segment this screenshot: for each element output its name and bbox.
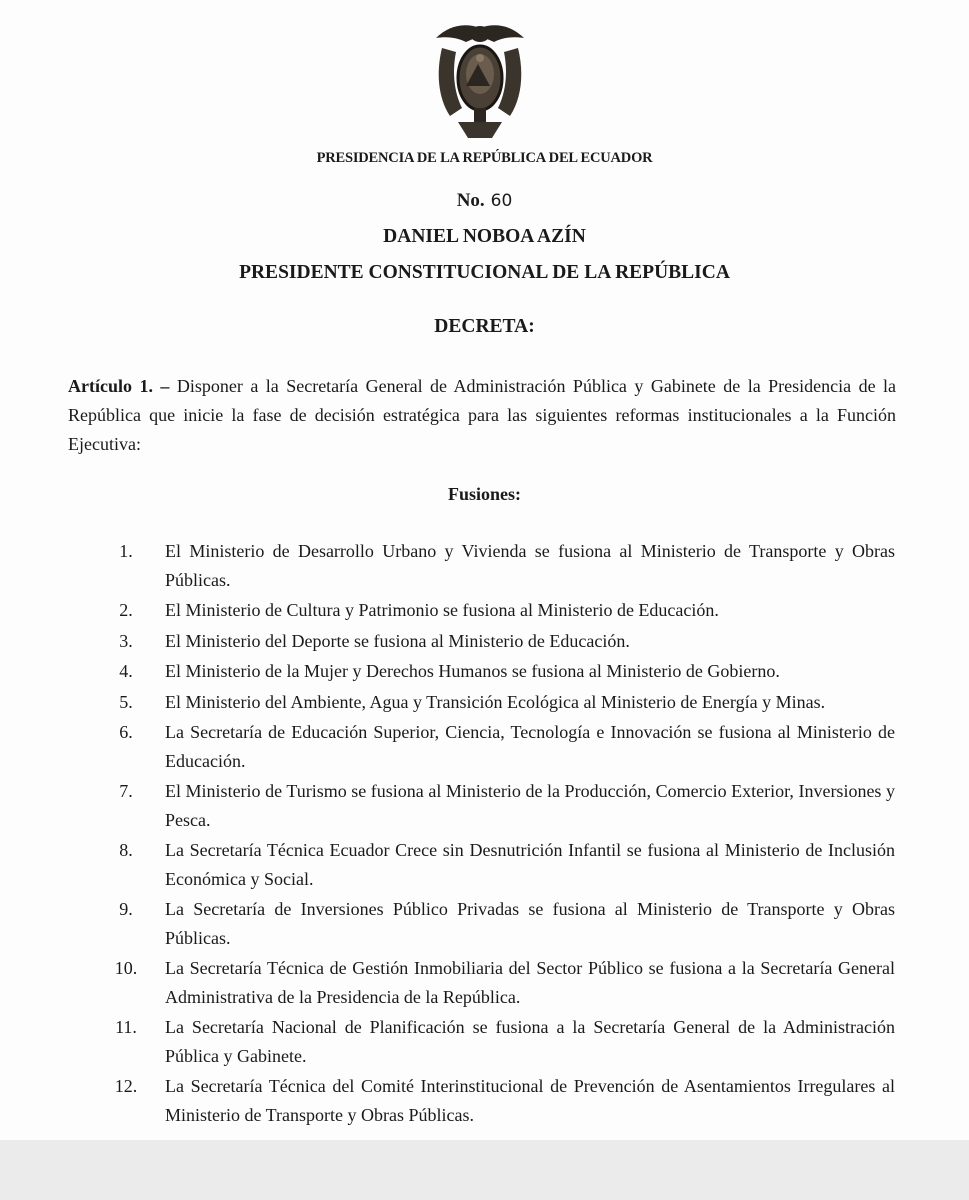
item-text: La Secretaría Técnica del Comité Interinstitucional de Prevención de Asentamientos Irregulares al Ministerio de Transporte y Obras Públicas. — [165, 1076, 895, 1125]
article-label: Artículo 1. – — [68, 376, 170, 396]
fusion-list — [0, 537, 969, 1131]
item-text: La Secretaría Nacional de Planificación se fusiona a la Secretaría General de la Administración Pública y Gabinete. — [165, 1017, 895, 1066]
item-text: La Secretaría de Educación Superior, Ciencia, Tecnología e Innovación se fusiona al Ministerio de Educación. — [165, 722, 895, 771]
fasces — [474, 108, 486, 124]
president-name: DANIEL NOBOA AZÍN — [383, 226, 586, 247]
item-number: 2. — [119, 600, 133, 620]
item-text: El Ministerio de Turismo se fusiona al Ministerio de la Producción, Comercio Exterior, Inversiones y Pesca. — [165, 781, 895, 830]
item-text: La Secretaría de Inversiones Público Privadas se fusiona al Ministerio de Transporte y Obras Públicas. — [165, 899, 895, 948]
decree-number-label: No. — [456, 190, 485, 211]
item-number: 1. — [119, 541, 133, 561]
decree-number-value: 60 — [490, 191, 513, 211]
decree-heading: DECRETA: — [434, 316, 535, 337]
item-text: El Ministerio del Ambiente, Agua y Transición Ecológica al Ministerio de Energía y Minas. — [165, 691, 826, 712]
item-number: 3. — [119, 630, 133, 651]
footer-band — [0, 1140, 969, 1200]
sun — [476, 54, 484, 62]
list-item — [0, 1013, 969, 1070]
emblem-base — [458, 122, 502, 138]
item-number: 4. — [119, 661, 133, 681]
item-text: El Ministerio de la Mujer y Derechos Humanos se fusiona al Ministerio de Gobierno. — [165, 661, 780, 681]
list-item — [0, 777, 969, 834]
item-text: La Secretaría Técnica Ecuador Crece sin Desnutrición Infantil se fusiona al Ministerio de Inclusión Económica y Social. — [165, 840, 895, 889]
list-item — [0, 895, 969, 952]
list-item — [0, 596, 969, 625]
institution-header: PRESIDENCIA DE LA REPÚBLICA DEL ECUADOR — [316, 150, 653, 166]
president-title: PRESIDENTE CONSTITUCIONAL DE LA REPÚBLICA — [239, 262, 730, 283]
list-item — [0, 688, 969, 717]
list-item — [0, 954, 969, 1011]
article-text: Disponer a la Secretaría General de Administración Pública y Gabinete de la Presidencia de la República que inicie la fase de decisión estratégica para las siguientes reformas institucionales a la Función Ejecutiva: — [68, 376, 897, 454]
list-item — [0, 537, 969, 594]
item-number: 7. — [119, 781, 133, 801]
item-number: 5. — [119, 691, 133, 712]
item-text: El Ministerio de Cultura y Patrimonio se fusiona al Ministerio de Educación. — [165, 600, 719, 620]
list-item — [0, 657, 969, 686]
item-number: 8. — [119, 840, 133, 860]
condor-body — [470, 26, 490, 42]
list-item — [0, 627, 969, 656]
item-text: La Secretaría Técnica de Gestión Inmobiliaria del Sector Público se fusiona a la Secretaría General Administrativa de la Presidencia de la República. — [165, 958, 895, 1007]
item-number: 9. — [119, 899, 133, 919]
item-number: 10. — [114, 958, 138, 978]
item-text: El Ministerio del Deporte se fusiona al Ministerio de Educación. — [165, 630, 630, 651]
list-item — [0, 1072, 969, 1129]
article-1 — [68, 372, 896, 459]
section-title: Fusiones: — [447, 484, 521, 504]
item-number: 6. — [119, 722, 133, 742]
list-item — [0, 836, 969, 893]
item-text: El Ministerio de Desarrollo Urbano y Vivienda se fusiona al Ministerio de Transporte y Obras Públicas. — [165, 541, 895, 590]
item-number: 11. — [115, 1017, 137, 1037]
list-item — [0, 718, 969, 775]
decree-number — [0, 190, 969, 212]
coat-of-arms-emblem — [428, 12, 532, 142]
item-number: 12. — [114, 1076, 138, 1096]
